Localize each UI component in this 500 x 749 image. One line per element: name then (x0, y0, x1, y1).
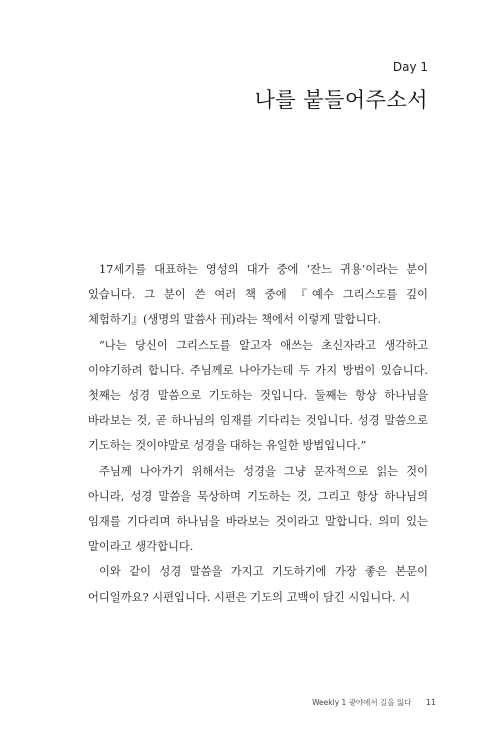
day-label: Day 1 (392, 60, 428, 74)
paragraph: “나는 당신이 그리스도를 알고자 애쓰는 초신자라고 생각하고 이야기하려 합니다. 주님께로 나아가는데 두 가지 방법이 있습니다. 첫째는 성경 말씀으로 기도하는 것입니다. 둘째는 항상 하나님을 바라보는 것, 곧 하나님의 임재를 기다리는 것입니다. 성경 말씀으로 기도하는 것이야말로 성경을 대하는 유일한 방법입니다.” (88, 338, 428, 453)
chapter-title: 나를 붙들어주소서 (254, 88, 428, 112)
paragraph: 주님께 나아가기 위해서는 성경을 그냥 문자적으로 읽는 것이 아니라, 성경 말씀을 묵상하며 기도하는 것, 그리고 항상 하나님의 임재를 기다리며 하나님을 바라보는 것이라고 말합니다. 의미 있는 말이라고 생각합니다. (88, 464, 428, 554)
page-footer (312, 697, 436, 708)
body-text (88, 257, 428, 610)
paragraph: 17세기를 대표하는 영성의 대가 중에 ‘잔느 귀용’이라는 분이 있습니다. 그 분이 쓴 여러 책 중에 『예수 그리스도를 깊이 체험하기』(생명의 말씀사 刊)라는 책에서 이렇게 말합니다. (88, 263, 428, 327)
paragraph: 이와 같이 성경 말씀을 가지고 기도하기에 가장 좋은 본문이 어디일까요? 시편입니다. 시편은 기도의 고백이 담긴 시입니다. 시 (88, 565, 428, 604)
page-number: 11 (425, 698, 436, 707)
running-title: Weekly 1 광야에서 길을 잃다 (312, 698, 412, 707)
